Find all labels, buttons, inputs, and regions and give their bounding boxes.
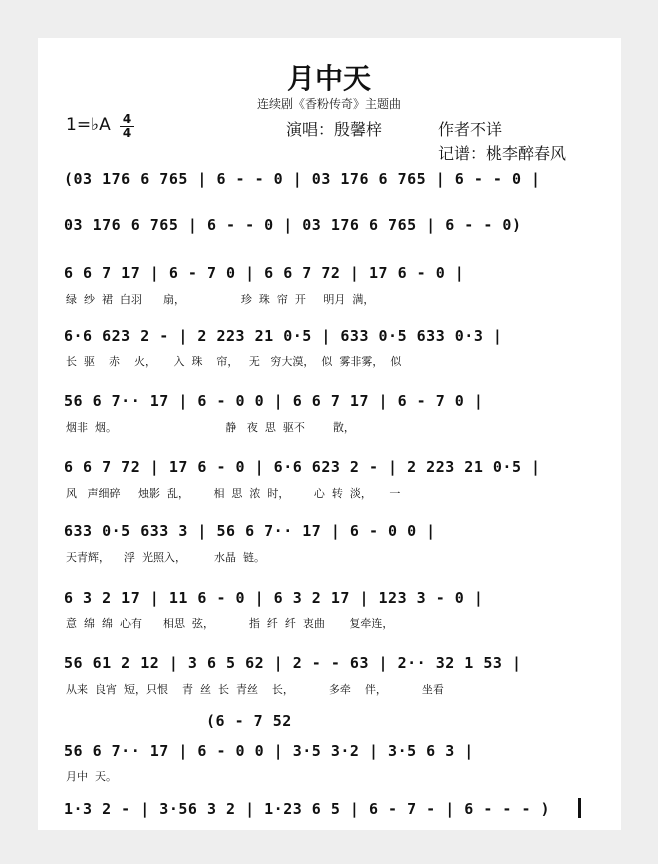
time-signature — [120, 114, 134, 139]
notation-line: 1·3 2 - | 3·56 3 2 | 1·23 6 5 | 6 - 7 - | 6 - - - ) — [64, 800, 551, 818]
song-title: 月中天 — [286, 62, 371, 95]
time-signature-bottom: 4 — [122, 126, 132, 140]
singer-credit: 演唱：殷馨梓 — [286, 120, 383, 139]
lyric-line: 月中 天。 — [66, 770, 117, 783]
lyric-line: 从来 良宵 短，只恨 青 丝 长 青丝 长， 多牵 伴， 坐看 — [66, 683, 444, 696]
lyric-line: 绿 纱 裙 白羽 扇， 珍 珠 帘 开 明月 满， — [66, 293, 375, 306]
notation-line: 633 0·5 633 3 | 56 6 7·· 17 | 6 - 0 0 | — [64, 522, 436, 540]
transcriber-credit: 记谱：桃李醉春风 — [438, 144, 567, 163]
composer-credit: 作者不详 — [438, 120, 503, 139]
notation-line: 6 6 7 72 | 17 6 - 0 | 6·6 623 2 - | 2 223 21 0·5 | — [64, 458, 541, 476]
lyric-line: 天青辉， 浮 光照入， 水晶 链。 — [66, 551, 265, 564]
notation-line: 56 61 2 12 | 3 6 5 62 | 2 - - 63 | 2·· 32 1 53 | — [64, 654, 522, 672]
notation-line: 6 6 7 17 | 6 - 7 0 | 6 6 7 72 | 17 6 - 0 | — [64, 264, 465, 282]
notation-line: 03 176 6 765 | 6 - - 0 | 03 176 6 765 | 6 - - 0) — [64, 216, 522, 234]
notation-line: 56 6 7·· 17 | 6 - 0 0 | 3·5 3·2 | 3·5 6 3 | — [64, 742, 474, 760]
time-signature-top: 4 — [122, 112, 132, 126]
ossia-line: (6 - 7 52 — [206, 712, 292, 730]
song-subtitle: 连续剧《香粉传奇》主题曲 — [256, 97, 401, 111]
key-signature: 1=♭A — [66, 115, 111, 135]
lyric-line: 意 绵 绵 心有 相思 弦， 指 纤 纤 衷曲 复牵连， — [66, 617, 394, 630]
notation-line: 56 6 7·· 17 | 6 - 0 0 | 6 6 7 17 | 6 - 7 0 | — [64, 392, 484, 410]
lyric-line: 风 声细碎 烛影 乱， 相 思 浓 时， 心 转 淡， 一 — [66, 487, 401, 500]
lyric-line: 长 驱 赤 火， 入 珠 帘， 无 穷大漠， 似 雾非雾， 似 — [66, 355, 402, 368]
notation-line: (03 176 6 765 | 6 - - 0 | 03 176 6 765 | 6 - - 0 | — [64, 170, 541, 188]
final-barline — [578, 798, 581, 818]
notation-line: 6·6 623 2 - | 2 223 21 0·5 | 633 0·5 633 0·3 | — [64, 327, 503, 345]
notation-line: 6 3 2 17 | 11 6 - 0 | 6 3 2 17 | 123 3 - 0 | — [64, 589, 484, 607]
lyric-line: 烟非 烟。 静 夜 思 驱不 散， — [66, 421, 355, 434]
